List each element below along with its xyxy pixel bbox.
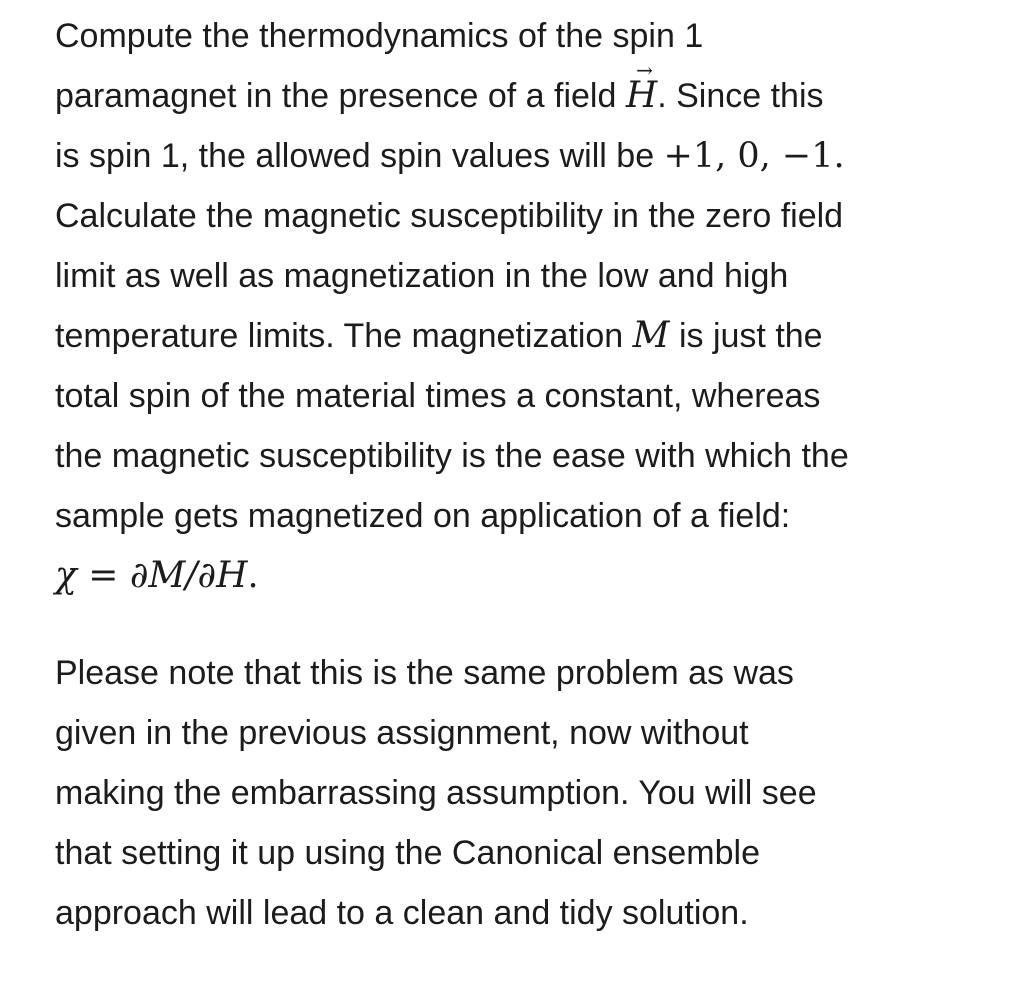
- text-line: approach will lead to a clean and tidy solution.: [55, 894, 749, 932]
- text-line-magnetization: [55, 306, 985, 366]
- text-line: Please note that this is the same problem as was: [55, 654, 794, 692]
- problem-paragraph: [55, 0, 985, 606]
- text-line: given in the previous assignment, now without: [55, 714, 749, 752]
- text-segment: temperature limits. The magnetization: [55, 317, 633, 355]
- text-segment: is just the: [669, 317, 823, 355]
- text-line: Compute the thermodynamics of the spin 1: [55, 17, 704, 55]
- math-period: .: [247, 556, 259, 596]
- note-paragraph: [55, 643, 985, 943]
- text-line: the magnetic susceptibility is the ease with which the: [55, 437, 849, 475]
- math-H: H: [625, 75, 658, 116]
- math-period: .: [833, 136, 845, 176]
- vector-arrow-icon: →: [636, 58, 653, 82]
- text-line-spin-values: [55, 126, 985, 186]
- text-line-field: [55, 58, 985, 126]
- text-line-susceptibility-formula: [55, 546, 985, 606]
- math-susceptibility-formula: χ = ∂M/∂H: [55, 555, 248, 596]
- text-line: Calculate the magnetic susceptibility in the zero field: [55, 197, 844, 235]
- text-line: sample gets magnetized on application of a field:: [55, 497, 791, 535]
- text-segment: . Since this: [657, 77, 824, 115]
- math-spin-values: +1, 0, −1: [663, 136, 834, 176]
- math-M: M: [632, 315, 670, 356]
- text-line: limit as well as magnetization in the low and high: [55, 257, 789, 295]
- problem-statement: [55, 0, 985, 943]
- text-line: making the embarrassing assumption. You will see: [55, 774, 817, 812]
- text-line: that setting it up using the Canonical ensemble: [55, 834, 761, 872]
- text-segment: paramagnet in the presence of a field: [55, 77, 626, 115]
- vector-H-symbol: [625, 58, 658, 126]
- text-segment: is spin 1, the allowed spin values will be: [55, 137, 664, 175]
- text-line: total spin of the material times a constant, whereas: [55, 377, 821, 415]
